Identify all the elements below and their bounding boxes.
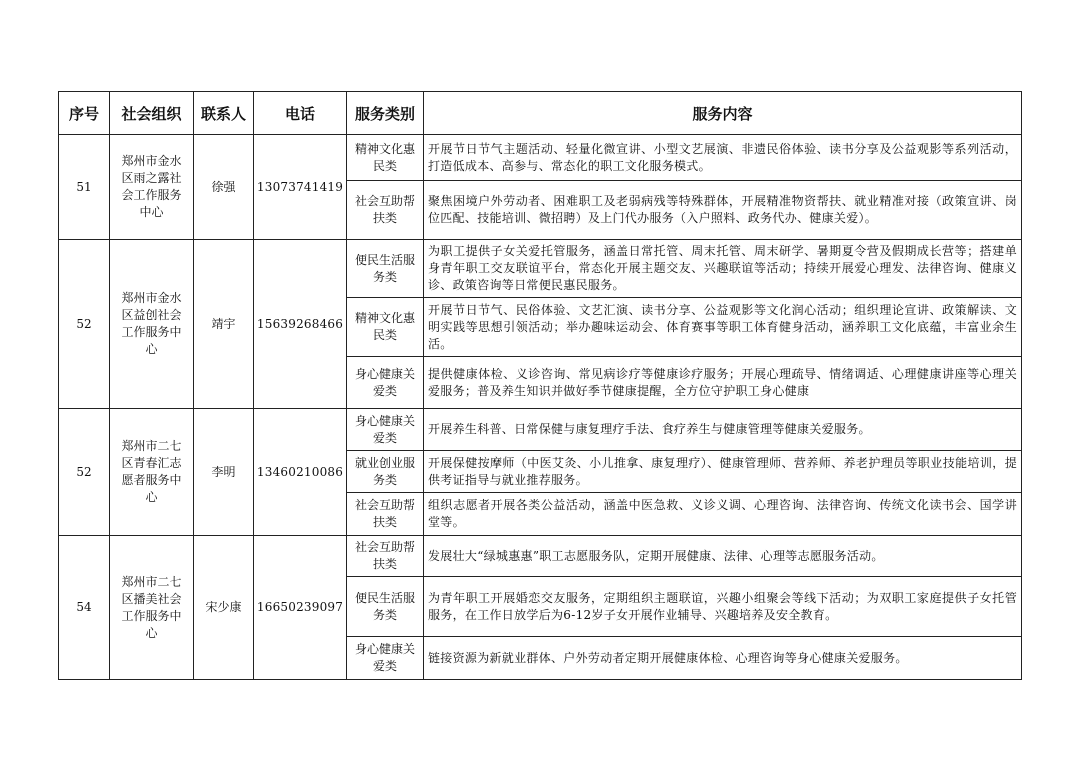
table-row (59, 536, 1022, 577)
table-row (59, 240, 1022, 298)
phone-cell: 15639268466 (254, 240, 347, 409)
header-contact: 联系人 (194, 92, 254, 135)
category-cell: 便民生活服务类 (347, 577, 424, 637)
content-cell: 链接资源为新就业群体、户外劳动者定期开展健康体检、心理咨询等身心健康关爱服务。 (424, 637, 1022, 680)
content-cell: 组织志愿者开展各类公益活动，涵盖中医急救、义诊义调、心理咨询、法律咨询、传统文化读书会、国学讲堂等。 (424, 493, 1022, 536)
category-cell: 身心健康关爱类 (347, 357, 424, 409)
category-cell: 精神文化惠民类 (347, 135, 424, 181)
seq-cell: 54 (59, 536, 110, 680)
category-cell: 精神文化惠民类 (347, 298, 424, 357)
phone-cell: 16650239097 (254, 536, 347, 680)
org-cell: 郑州市二七区青春汇志愿者服务中心 (110, 409, 194, 536)
category-cell: 身心健康关爱类 (347, 409, 424, 451)
contact-cell: 徐强 (194, 135, 254, 240)
table-row (59, 135, 1022, 181)
content-cell: 聚焦困境户外劳动者、困难职工及老弱病残等特殊群体，开展精准物资帮扶、就业精准对接（政策宣讲、岗位匹配、技能培训、微招聘）及上门代办服务（入户照料、政务代办、健康关爱）。 (424, 181, 1022, 240)
seq-cell: 52 (59, 240, 110, 409)
content-cell: 开展节日节气主题活动、轻量化微宣讲、小型文艺展演、非遗民俗体验、读书分享及公益观影等系列活动，打造低成本、高参与、常态化的职工文化服务模式。 (424, 135, 1022, 181)
table-row (59, 409, 1022, 451)
content-cell: 为青年职工开展婚恋交友服务，定期组织主题联谊，兴趣小组聚会等线下活动；为双职工家庭提供子女托管服务，在工作日放学后为6-12岁子女开展作业辅导、兴趣培养及安全教育。 (424, 577, 1022, 637)
header-content: 服务内容 (424, 92, 1022, 135)
category-cell: 便民生活服务类 (347, 240, 424, 298)
content-cell: 发展壮大“绿城惠惠”职工志愿服务队，定期开展健康、法律、心理等志愿服务活动。 (424, 536, 1022, 577)
content-cell: 开展保健按摩师（中医艾灸、小儿推拿、康复理疗）、健康管理师、营养师、养老护理员等职业技能培训，提供考证指导与就业推荐服务。 (424, 451, 1022, 493)
contact-cell: 靖宇 (194, 240, 254, 409)
category-cell: 就业创业服务类 (347, 451, 424, 493)
seq-cell: 52 (59, 409, 110, 536)
content-cell: 开展节日节气、民俗体验、文艺汇演、读书分享、公益观影等文化润心活动；组织理论宣讲、政策解读、文明实践等思想引领活动；举办趣味运动会、体育赛事等职工体育健身活动，涵养职工文化底蕴，丰富业余生活。 (424, 298, 1022, 357)
category-cell: 社会互助帮扶类 (347, 181, 424, 240)
org-cell: 郑州市金水区益创社会工作服务中心 (110, 240, 194, 409)
header-category: 服务类别 (347, 92, 424, 135)
category-cell: 身心健康关爱类 (347, 637, 424, 680)
seq-cell: 51 (59, 135, 110, 240)
category-cell: 社会互助帮扶类 (347, 493, 424, 536)
header-org: 社会组织 (110, 92, 194, 135)
content-cell: 开展养生科普、日常保健与康复理疗手法、食疗养生与健康管理等健康关爱服务。 (424, 409, 1022, 451)
header-seq: 序号 (59, 92, 110, 135)
service-table (58, 91, 1022, 680)
header-row (59, 92, 1022, 135)
content-cell: 提供健康体检、义诊咨询、常见病诊疗等健康诊疗服务；开展心理疏导、情绪调适、心理健康讲座等心理关爱服务；普及养生知识并做好季节健康提醒，全方位守护职工身心健康 (424, 357, 1022, 409)
content-cell: 为职工提供子女关爱托管服务，涵盖日常托管、周末托管、周末研学、暑期夏令营及假期成长营等；搭建单身青年职工交友联谊平台，常态化开展主题交友、兴趣联谊等活动；持续开展爱心理发、法律咨询、健康义诊、政策咨询等日常便民惠民服务。 (424, 240, 1022, 298)
contact-cell: 宋少康 (194, 536, 254, 680)
category-cell: 社会互助帮扶类 (347, 536, 424, 577)
phone-cell: 13460210086 (254, 409, 347, 536)
contact-cell: 李明 (194, 409, 254, 536)
phone-cell: 13073741419 (254, 135, 347, 240)
org-cell: 郑州市金水区雨之露社会工作服务中心 (110, 135, 194, 240)
org-cell: 郑州市二七区播美社会工作服务中心 (110, 536, 194, 680)
header-phone: 电话 (254, 92, 347, 135)
